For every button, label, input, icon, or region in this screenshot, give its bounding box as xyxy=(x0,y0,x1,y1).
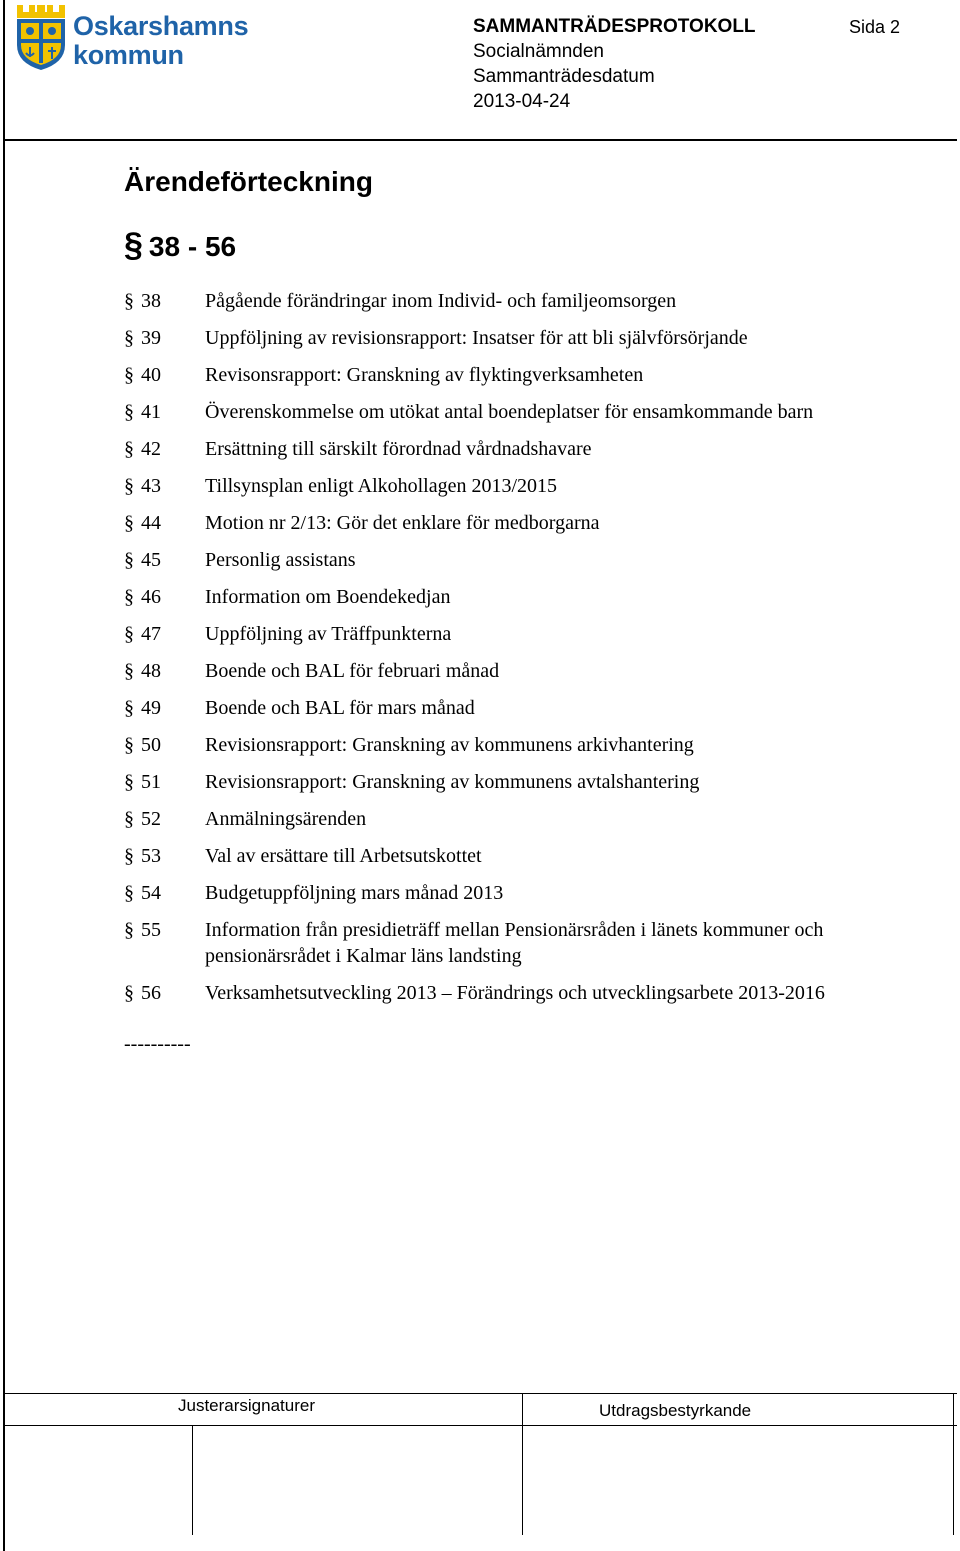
paragraph-symbol: § xyxy=(124,623,134,645)
page-number: Sida 2 xyxy=(849,17,901,37)
range-text: 38 - 56 xyxy=(148,231,237,262)
item-title: Val av ersättare till Arbetsutskottet xyxy=(205,845,482,867)
paragraph-symbol: § xyxy=(124,808,134,830)
page-title: Ärendeförteckning xyxy=(124,166,373,197)
paragraph-symbol: § xyxy=(124,734,134,756)
item-number: 38 xyxy=(141,290,161,312)
meeting-date: 2013-04-24 xyxy=(473,91,571,112)
item-title: Överenskommelse om utökat antal boendeplatser för ensamkommande barn xyxy=(205,401,814,423)
footer-divider-1 xyxy=(192,1425,193,1535)
paragraph-symbol: § xyxy=(124,771,134,793)
item-title: Boende och BAL för mars månad xyxy=(205,697,475,719)
item-number: 53 xyxy=(141,845,161,867)
item-number: 43 xyxy=(141,475,161,497)
item-number: 56 xyxy=(141,982,161,1004)
paragraph-symbol: § xyxy=(124,660,134,682)
paragraph-symbol: § xyxy=(124,586,134,608)
item-number: 55 xyxy=(141,919,161,941)
committee-name: Socialnämnden xyxy=(473,41,604,62)
meeting-date-label: Sammanträdesdatum xyxy=(473,66,655,87)
paragraph-symbol: § xyxy=(124,475,134,497)
signatures-label: Justerarsignaturer xyxy=(178,1396,316,1415)
item-number: 52 xyxy=(141,808,161,830)
footer-divider-3 xyxy=(953,1393,954,1535)
item-number: 40 xyxy=(141,364,161,386)
footer-bottom-line xyxy=(5,1425,957,1426)
item-number: 50 xyxy=(141,734,161,756)
logo-line-2: kommun xyxy=(73,40,184,70)
item-number: 39 xyxy=(141,327,161,349)
item-number: 48 xyxy=(141,660,161,682)
item-title: Personlig assistans xyxy=(205,549,356,571)
section-range xyxy=(124,226,236,265)
paragraph-symbol: § xyxy=(124,327,134,349)
paragraph-symbol: § xyxy=(124,882,134,904)
footer-divider-2 xyxy=(522,1393,523,1535)
paragraph-symbol: § xyxy=(124,438,134,460)
item-title: Information om Boendekedjan xyxy=(205,586,451,608)
paragraph-symbol: § xyxy=(124,919,134,941)
item-number: 45 xyxy=(141,549,161,571)
paragraph-symbol: § xyxy=(124,512,134,534)
item-number: 46 xyxy=(141,586,161,608)
left-margin-line xyxy=(3,0,5,1551)
coat-of-arms-icon xyxy=(15,5,67,71)
extract-certification-label: Utdragsbestyrkande xyxy=(599,1401,752,1420)
paragraph-symbol: § xyxy=(124,982,134,1004)
logo-line-1: Oskarshamns xyxy=(73,11,249,41)
item-title: Motion nr 2/13: Gör det enklare för medborgarna xyxy=(205,512,600,534)
item-title: Budgetuppföljning mars månad 2013 xyxy=(205,882,504,904)
item-title: Revisionsrapport: Granskning av kommunens avtalshantering xyxy=(205,771,700,793)
paragraph-symbol: § xyxy=(124,845,134,867)
logo-wordmark xyxy=(73,13,248,69)
item-title-continued: pensionärsrådet i Kalmar läns landsting xyxy=(205,945,522,967)
item-title: Tillsynsplan enligt Alkohollagen 2013/2015 xyxy=(205,475,558,497)
item-number: 51 xyxy=(141,771,161,793)
item-number: 41 xyxy=(141,401,161,423)
protocol-title: SAMMANTRÄDESPROTOKOLL xyxy=(473,16,756,37)
footer-top-line xyxy=(5,1393,957,1394)
paragraph-symbol: § xyxy=(124,290,134,312)
paragraph-symbol: § xyxy=(124,697,134,719)
paragraph-symbol: § xyxy=(124,226,143,264)
item-number: 42 xyxy=(141,438,161,460)
header-divider xyxy=(5,139,957,141)
protocol-header xyxy=(473,14,756,114)
item-number: 44 xyxy=(141,512,161,534)
item-title: Pågående förändringar inom Individ- och familjeomsorgen xyxy=(205,290,677,312)
item-number: 47 xyxy=(141,623,161,645)
item-title: Revisonsrapport: Granskning av flyktingverksamheten xyxy=(205,364,644,386)
item-title: Uppföljning av revisionsrapport: Insatser för att bli självförsörjande xyxy=(205,327,748,349)
item-title: Revisionsrapport: Granskning av kommunens arkivhantering xyxy=(205,734,694,756)
paragraph-symbol: § xyxy=(124,364,134,386)
paragraph-symbol: § xyxy=(124,401,134,423)
item-number: 49 xyxy=(141,697,161,719)
item-number: 54 xyxy=(141,882,161,904)
item-title: Anmälningsärenden xyxy=(205,808,367,830)
paragraph-symbol: § xyxy=(124,549,134,571)
item-title: Verksamhetsutveckling 2013 – Förändrings och utvecklingsarbete 2013-2016 xyxy=(205,982,825,1004)
item-title: Uppföljning av Träffpunkterna xyxy=(205,623,452,645)
municipality-logo xyxy=(15,5,265,75)
end-separator: ---------- xyxy=(124,1033,191,1055)
item-title: Boende och BAL för februari månad xyxy=(205,660,500,682)
item-title: Information från presidieträff mellan Pensionärsråden i länets kommuner och xyxy=(205,919,824,941)
item-title: Ersättning till särskilt förordnad vårdnadshavare xyxy=(205,438,592,460)
